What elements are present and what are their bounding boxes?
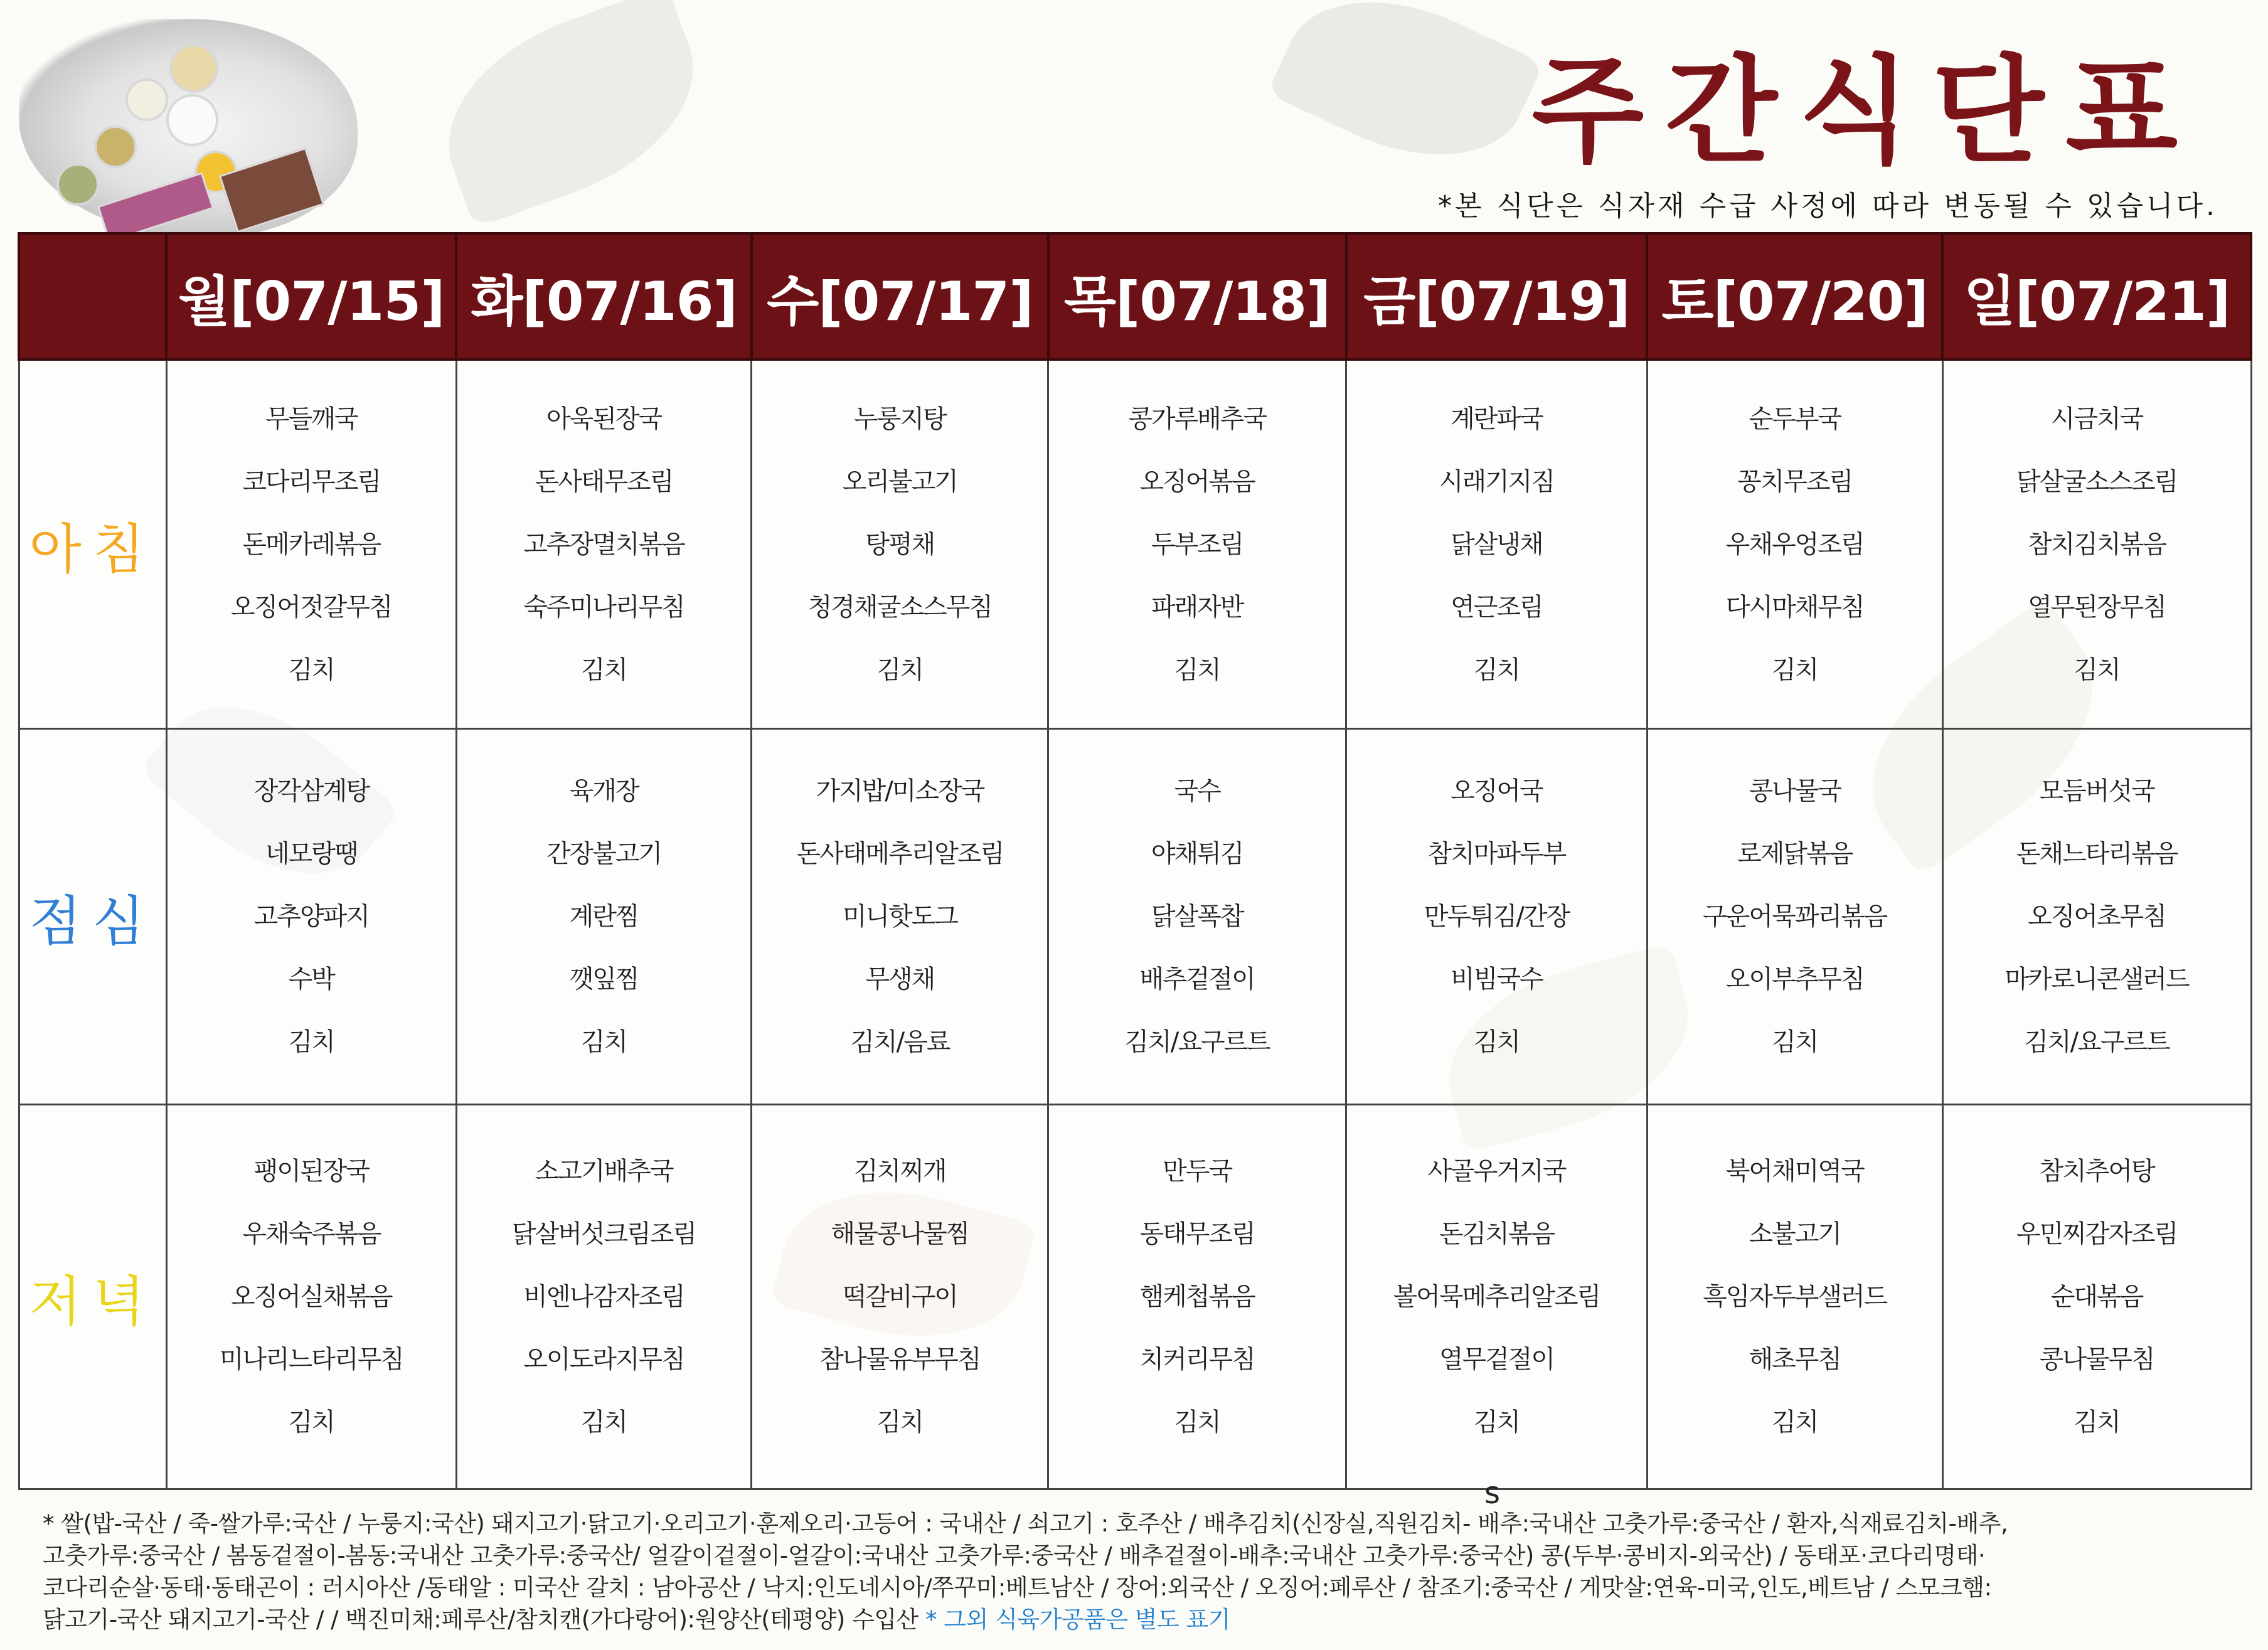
- menu-cell: [1942, 729, 2251, 1105]
- dish-item: 북어채미역국: [1725, 1157, 1864, 1186]
- dish-item: 김치: [1473, 1408, 1520, 1437]
- meal-row: [19, 729, 2251, 1105]
- menu-cell: [1048, 729, 1346, 1105]
- dish-item: 마카로니콘샐러드: [2004, 965, 2189, 994]
- dish-item: 김치: [2074, 1408, 2120, 1437]
- menu-cell: [1647, 729, 1942, 1105]
- dish-item: 오징어젓갈무침: [231, 592, 392, 622]
- dish-item: 다시마채무침: [1725, 592, 1864, 622]
- stray-mark: s: [1484, 1476, 1501, 1511]
- dish-item: 김치/요구르트: [1124, 1028, 1270, 1057]
- dish-item: 참치김치볶음: [2028, 530, 2166, 559]
- dish-item: 장각삼계탕: [253, 777, 369, 806]
- dish-item: 무들깨국: [265, 404, 358, 434]
- dish-item: 무생채: [865, 965, 935, 994]
- dish-item: 오이도라지무침: [523, 1345, 684, 1374]
- dish-item: 콩나물국: [1749, 777, 1841, 806]
- menu-cell: [1346, 359, 1648, 729]
- dish-item: 우민찌감자조림: [2016, 1220, 2178, 1248]
- dish-item: 김치: [1772, 1408, 1818, 1437]
- dish-item: 로제닭볶음: [1737, 839, 1853, 868]
- dish-item: 김치: [580, 1408, 627, 1437]
- day-header: 일[07/21]: [1942, 233, 2251, 359]
- footnote-note: * 그외 식육가공품은 별도 표기: [925, 1606, 1231, 1633]
- dish-item: 돈사태무조림: [535, 467, 673, 496]
- dish-item: 콩나물무침: [2039, 1345, 2154, 1374]
- dish-item: 닭살냉채: [1451, 530, 1543, 559]
- dish-item: 간장불고기: [546, 839, 662, 868]
- menu-cell: [1048, 359, 1346, 729]
- dish-item: 김치: [1473, 655, 1520, 684]
- dish-item: 비엔나감자조림: [523, 1282, 684, 1311]
- menu-cell: [1048, 1105, 1346, 1489]
- dish-item: 김치: [1473, 1028, 1520, 1057]
- background-leaf: [1267, 0, 1544, 194]
- dish-item: 닭살폭찹: [1151, 902, 1243, 931]
- dish-item: 김치: [2074, 655, 2120, 684]
- menu-cell: [1942, 359, 2251, 729]
- footnote-text: 닭고기-국산 돼지고기-국산 / / 백진미채:페루산/참치캔(가다랑어):원양산(테평양) 수입산: [43, 1606, 926, 1633]
- dish-item: 돈김치볶음: [1439, 1220, 1555, 1248]
- meal-row: [19, 359, 2251, 729]
- dish-item: 돈채느타리볶음: [2016, 839, 2178, 868]
- day-header: 목[07/18]: [1048, 233, 1346, 359]
- menu-cell: [752, 729, 1048, 1105]
- dish-item: 탕평채: [865, 530, 935, 559]
- header-corner: [19, 233, 166, 359]
- dish-item: 연근조림: [1451, 592, 1543, 622]
- menu-cell: [1346, 1105, 1648, 1489]
- dish-item: 사골우거지국: [1427, 1157, 1566, 1186]
- menu-cell: [166, 359, 456, 729]
- dish-item: 파래자반: [1151, 592, 1243, 622]
- footnote-line: * 쌀(밥-국산 / 죽-쌀가루:국산 / 누룽지:국산) 돼지고기·닭고기·오리고기·훈제오리·고등어 : 국내산 / 쇠고기 : 호주산 / 배추김치(신장실,직원김치- 배추:국내산 고춧가루:중국산 / 환자,식재료김치-배추,: [43, 1510, 2008, 1537]
- dish-item: 소불고기: [1749, 1220, 1841, 1248]
- background-leaf: [419, 0, 723, 228]
- dish-item: 참치마파두부: [1427, 839, 1566, 868]
- dish-item: 오이부추무침: [1725, 965, 1864, 994]
- dish-item: 계란찜: [569, 902, 639, 931]
- dish-item: 소고기배추국: [535, 1157, 673, 1186]
- dish-item: 닭살굴소스조림: [2016, 467, 2178, 496]
- dish-item: 두부조림: [1151, 530, 1243, 559]
- menu-cell: [166, 1105, 456, 1489]
- dish-item: 육개장: [569, 777, 639, 806]
- menu-cell: [166, 729, 456, 1105]
- menu-cell: [456, 359, 752, 729]
- dish-item: 숙주미나리무침: [523, 592, 684, 622]
- footnote-line: [43, 1604, 2239, 1636]
- dish-item: 비빔국수: [1451, 965, 1543, 994]
- day-header: 수[07/17]: [752, 233, 1048, 359]
- food-photo: [19, 19, 358, 238]
- dish-item: 순두부국: [1749, 404, 1841, 434]
- dish-item: 네모랑땡: [265, 839, 358, 868]
- dish-item: 오징어국: [1451, 777, 1543, 806]
- menu-cell: [1647, 359, 1942, 729]
- dish-item: 김치: [288, 655, 334, 684]
- dish-item: 김치: [288, 1408, 334, 1437]
- dish-item: 김치/음료: [850, 1028, 950, 1057]
- dish-item: 가지밥/미소장국: [816, 777, 984, 806]
- dish-item: 야채튀김: [1151, 839, 1243, 868]
- notice-text: *본 식단은 식자재 수급 사정에 따라 변동될 수 있습니다.: [1438, 190, 2218, 222]
- dish-item: 모듬버섯국: [2039, 777, 2154, 806]
- dish-item: 계란파국: [1451, 404, 1543, 434]
- meal-label: 아침: [19, 359, 166, 729]
- dish-item: 햄케첩볶음: [1139, 1282, 1255, 1311]
- dish-item: 김치: [1174, 1408, 1220, 1437]
- menu-cell: [456, 1105, 752, 1489]
- dish-item: 국수: [1174, 777, 1220, 806]
- dish-item: 아욱된장국: [546, 404, 662, 434]
- dish-item: 오리불고기: [842, 467, 957, 496]
- meal-row: [19, 1105, 2251, 1489]
- dish-item: 우채우엉조림: [1725, 530, 1864, 559]
- dish-item: 치커리무침: [1139, 1345, 1255, 1374]
- day-header: 토[07/20]: [1647, 233, 1942, 359]
- dish-item: 김치: [580, 1028, 627, 1057]
- dish-item: 김치찌개: [854, 1157, 946, 1186]
- dish-item: 시금치국: [2050, 404, 2143, 434]
- dish-item: 콩가루배추국: [1128, 404, 1267, 434]
- dish-item: 돈사태메추리알조림: [796, 839, 1004, 868]
- dish-item: 열무된장무침: [2028, 592, 2166, 622]
- header-row: [19, 233, 2251, 359]
- dish-item: 미나리느타리무침: [219, 1345, 403, 1374]
- dish-item: 김치: [1772, 1028, 1818, 1057]
- dish-item: 순대볶음: [2050, 1282, 2143, 1311]
- weekly-menu-table: [18, 232, 2252, 1490]
- footnote-line: 코다리순살·동태·동태곤이 : 러시아산 /동태알 : 미국산 갈치 : 남아공산 / 낙지:인도네시아/쭈꾸미:베트남산 / 장어:외국산 / 오징어:페루산 / 참조기:중국산 / 게맛살:연육-미국,인도,베트남 / 스모크햄:: [43, 1574, 1992, 1601]
- dish-item: 우채숙주볶음: [242, 1220, 381, 1248]
- day-header: 화[07/16]: [456, 233, 752, 359]
- menu-cell: [752, 1105, 1048, 1489]
- dish-item: 닭살버섯크림조림: [511, 1220, 696, 1248]
- dish-item: 해물콩나물찜: [831, 1220, 969, 1248]
- dish-item: 누룽지탕: [854, 404, 946, 434]
- dish-item: 김치: [876, 655, 923, 684]
- meal-label: 저녁: [19, 1105, 166, 1489]
- dish-item: 김치: [580, 655, 627, 684]
- dish-item: 만두튀김/간장: [1424, 902, 1570, 931]
- dish-item: 김치: [1772, 655, 1818, 684]
- dish-item: 김치/요구르트: [2024, 1028, 2170, 1057]
- dish-item: 김치: [876, 1408, 923, 1437]
- day-header: 월[07/15]: [166, 233, 456, 359]
- dish-item: 떡갈비구이: [842, 1282, 957, 1311]
- dish-item: 깻잎찜: [569, 965, 639, 994]
- dish-item: 오징어초무침: [2028, 902, 2166, 931]
- menu-cell: [1647, 1105, 1942, 1489]
- dish-item: 볼어묵메추리알조림: [1393, 1282, 1600, 1311]
- footnote: [43, 1508, 2239, 1636]
- menu-cell: [456, 729, 752, 1105]
- dish-item: 참나물유부무침: [819, 1345, 981, 1374]
- dish-item: 고추장멸치볶음: [523, 530, 684, 559]
- dish-item: 코다리무조림: [242, 467, 381, 496]
- dish-item: 김치: [288, 1028, 334, 1057]
- dish-item: 배추겉절이: [1139, 965, 1255, 994]
- menu-cell: [1942, 1105, 2251, 1489]
- day-header: 금[07/19]: [1346, 233, 1648, 359]
- dish-item: 수박: [288, 965, 334, 994]
- dish-item: 시래기지짐: [1439, 467, 1555, 496]
- menu-cell: [752, 359, 1048, 729]
- dish-item: 돈메카레볶음: [242, 530, 381, 559]
- dish-item: 오징어실채볶음: [231, 1282, 392, 1311]
- dish-item: 만두국: [1163, 1157, 1232, 1186]
- dish-item: 꽁치무조림: [1737, 467, 1853, 496]
- dish-item: 미니핫도그: [842, 902, 957, 931]
- dish-item: 흑임자두부샐러드: [1703, 1282, 1887, 1311]
- dish-item: 열무겉절이: [1439, 1345, 1555, 1374]
- footnote-line: 고춧가루:중국산 / 봄동겉절이-봄동:국내산 고춧가루:중국산/ 얼갈이겉절이-얼갈이:국내산 고춧가루:중국산 / 배추겉절이-배추:국내산 고춧가루:중국산) 콩(두부·콩비지-외국산) / 동태포·코다리명태·: [43, 1542, 1986, 1569]
- dish-item: 동태무조림: [1139, 1220, 1255, 1248]
- menu-cell: [1346, 729, 1648, 1105]
- dish-item: 고추양파지: [253, 902, 369, 931]
- dish-item: 팽이된장국: [253, 1157, 369, 1186]
- page-title: 주간식단표: [1531, 43, 2199, 179]
- dish-item: 참치추어탕: [2039, 1157, 2154, 1186]
- dish-item: 오징어볶음: [1139, 467, 1255, 496]
- dish-item: 해초무침: [1749, 1345, 1841, 1374]
- dish-item: 구운어묵꽈리볶음: [1703, 902, 1887, 931]
- dish-item: 청경채굴소스무침: [807, 592, 992, 622]
- dish-item: 김치: [1174, 655, 1220, 684]
- meal-label: 점심: [19, 729, 166, 1105]
